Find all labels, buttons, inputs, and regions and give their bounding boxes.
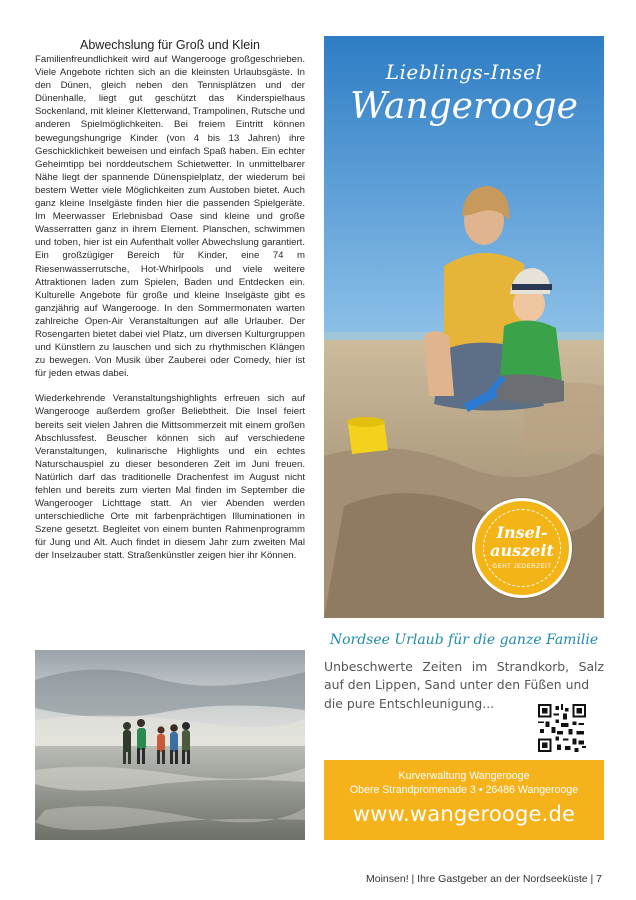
badge-line-1: Insel-	[496, 523, 548, 542]
badge-line-3: GEHT JEDERZEIT	[492, 564, 552, 570]
headline-wangerooge: Wangerooge	[350, 86, 578, 127]
inselauszeit-badge	[472, 498, 572, 598]
mudflat-hikers-photo	[35, 650, 305, 840]
headline-lieblings-insel: Lieblings-Insel	[385, 60, 543, 84]
wangerooge-advertisement	[324, 36, 604, 840]
beach-family-photo	[324, 36, 604, 618]
ad-body-last-line: die pure Entschleunigung...	[324, 695, 495, 711]
contact-organisation: Kurverwaltung Wangerooge	[398, 770, 530, 782]
qr-code-icon[interactable]	[538, 704, 586, 752]
contact-box	[324, 760, 604, 840]
badge-line-2: auszeit	[490, 541, 554, 560]
article-paragraph-2: Wiederkehrende Veranstaltungshighlights erfreuen sich auf Wangerooge außerdem großer Beliebtheit. Die Insel feiert bereits seit vielen Jahren die Mittsommerzeit mit einem großen Abschlussfest. Beuscher können sich auf verschiedene Veranstaltungen, kulinarische Highlights und ein echtes Naturschauspiel zu dieser besonderen Zeit im Juni freuen. Natürlich darf das traditionelle Drachenfest im August nicht fehlen und bereits zum vierten Mal finden im September die Wangerooger Lichttage statt. An vier Abenden werden unterschiedliche Orte mit farbenprächtigen Illuminationen in Szene gesetzt. Begleitet von einem bunten Rahmenprogramm für Jung und Alt. Auch findet in diesem Jahr zum zweiten Mal der Inselzauber statt. Straßenkünstler zeigen hier ihr Können.	[35, 393, 305, 562]
sand-bucket	[347, 417, 388, 454]
contact-address: Obere Strandpromenade 3 • 26486 Wangerooge	[349, 784, 579, 796]
article-paragraph-1: Familienfreundlichkeit wird auf Wangerooge großgeschrieben. Viele Angebote richten sich an die kleinsten Urlaubsgäste. In den Dünen, gleich neben den Tennisplätzen und der Dünenhalle, liegt gut geschützt das Kinderspielhaus Sockenland, mit kleiner Kletterwand, Trampolinen, Rutsche und anderen Spielmöglichkeiten. Bei freiem Eintritt können bewegungshungrige Kinder (von 4 bis 13 Jahren) ihre Geschicklichkeit beweisen und einfach Spaß haben. Ein echter Geheimtipp bei norddeutschem Schietwetter. In unmittelbarer Nähe liegt der spannende Dünenspielplatz, der wiederum bei bestem Wetter viele Möglichkeiten zum Austoben bietet. Auch ganz kleine Inselgäste finden hier die passenden Spielgeräte. Im Meerwasser Erlebnisbad Oase sind kleine und große Wasserratten ganz in ihrem Element. Planschen, schwimmen und toben, hier ist ein Aufenthalt voller Abwechslung garantiert. Ein großzügiger Bereich für Kinder, eine 74 m Riesenwasserrutsche, Hot-Whirlpools und viele weitere Attraktionen laden zum Spielen, Baden und Entdecken ein. Kulturelle Angebote für große und kleine Inselgäste gibt es ganzjährig auf Wangerooge. In den Sommermonaten warten zahlreiche Open-Air Veranstaltungen auf alle Urlauber. Der Rosengarten bietet dabei viel Platz, um diversen Kulturgruppen und Künstlern zu lauschen und sich zu rhythmischen Klängen zu bewegen. Von Musik über Zauberei oder Comedy, hier ist für jeden etwas dabei.	[35, 54, 305, 380]
ad-tagline: Nordsee Urlaub für die ganze Familie	[329, 632, 599, 648]
website-link[interactable]: www.wangerooge.de	[352, 802, 576, 826]
article-column	[35, 38, 305, 563]
page-footer: Moinsen! | Ihre Gastgeber an der Nordseeküste | 7	[366, 873, 602, 885]
ad-body-main: Unbeschwerte Zeiten im Strandkorb, Salz auf den Lippen, Sand unter den Füßen und	[324, 659, 604, 693]
article-title: Abwechslung für Groß und Klein	[80, 38, 260, 52]
